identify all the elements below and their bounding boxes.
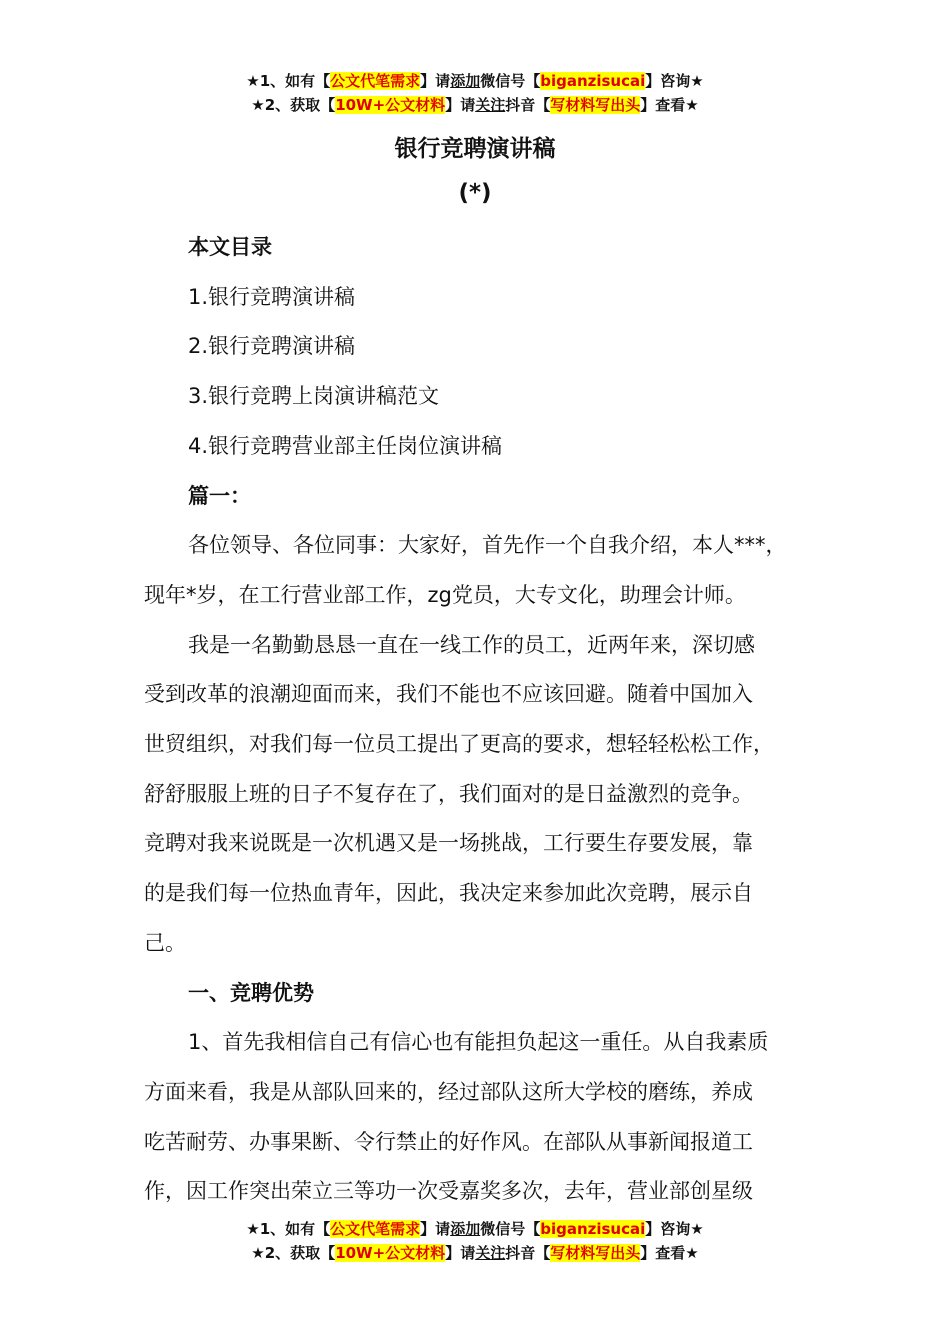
promo-footer-line-1: ★1、如有【公文代笔需求】请添加微信号【biganzisucai】咨询★ xyxy=(246,1220,704,1238)
paragraph-line: 的是我们每一位热血青年，因此，我决定来参加此次竞聘，展示自 xyxy=(144,881,753,905)
toc-item: 3.银行竞聘上岗演讲稿范文 xyxy=(188,384,440,408)
paragraph-line: 受到改革的浪潮迎面而来，我们不能也不应该回避。随着中国加入 xyxy=(144,682,753,706)
promo-footer-line-2: ★2、获取【10W+公文材料】请关注抖音【写材料写出头】查看★ xyxy=(251,1244,699,1262)
paragraph-line: 世贸组织，对我们每一位员工提出了更高的要求，想轻轻松松工作， xyxy=(144,732,774,756)
subsection-heading: 一、竞聘优势 xyxy=(188,981,314,1005)
promo-line-1: ★1、如有【公文代笔需求】请添加微信号【biganzisucai】咨询★ xyxy=(246,72,704,90)
paragraph-line: 现年*岁，在工行营业部工作，zg党员，大专文化，助理会计师。 xyxy=(144,583,746,607)
toc-item: 1.银行竞聘演讲稿 xyxy=(188,285,356,309)
highlight-service: 公文代笔需求 xyxy=(330,1220,421,1238)
highlight-wechat-id: biganzisucai xyxy=(540,72,646,90)
toc-item: 4.银行竞聘营业部主任岗位演讲稿 xyxy=(188,434,503,458)
highlight-wechat-id: biganzisucai xyxy=(540,1220,646,1238)
highlight-douyin-id: 写材料写出头 xyxy=(550,96,641,114)
paragraph-line: 舒舒服服上班的日子不复存在了，我们面对的是日益激烈的竞争。 xyxy=(144,782,753,806)
section-heading: 篇一： xyxy=(188,484,251,508)
paragraph-line: 我是一名勤勤恳恳一直在一线工作的员工，近两年来，深切感 xyxy=(188,633,755,657)
highlight-materials: 10W+公文材料 xyxy=(335,96,446,114)
highlight-materials: 10W+公文材料 xyxy=(335,1244,446,1262)
document-subtitle: (*) xyxy=(458,180,492,206)
paragraph-line: 竞聘对我来说既是一次机遇又是一场挑战，工行要生存要发展，靠 xyxy=(144,831,753,855)
paragraph-line: 作，因工作突出荣立三等功一次受嘉奖多次，去年，营业部创星级 xyxy=(144,1179,753,1203)
highlight-service: 公文代笔需求 xyxy=(330,72,421,90)
toc-heading: 本文目录 xyxy=(188,235,272,259)
paragraph-line: 己。 xyxy=(144,931,186,955)
paragraph-line: 方面来看，我是从部队回来的，经过部队这所大学校的磨练，养成 xyxy=(144,1080,753,1104)
promo-line-2: ★2、获取【10W+公文材料】请关注抖音【写材料写出头】查看★ xyxy=(251,96,699,114)
paragraph-line: 各位领导、各位同事：大家好，首先作一个自我介绍，本人***， xyxy=(188,533,787,557)
paragraph-line: 1、首先我相信自己有信心也有能担负起这一重任。从自我素质 xyxy=(188,1030,769,1054)
highlight-douyin-id: 写材料写出头 xyxy=(550,1244,641,1262)
toc-item: 2.银行竞聘演讲稿 xyxy=(188,334,356,358)
paragraph-line: 吃苦耐劳、办事果断、令行禁止的好作风。在部队从事新闻报道工 xyxy=(144,1130,753,1154)
document-title: 银行竞聘演讲稿 xyxy=(394,136,556,162)
